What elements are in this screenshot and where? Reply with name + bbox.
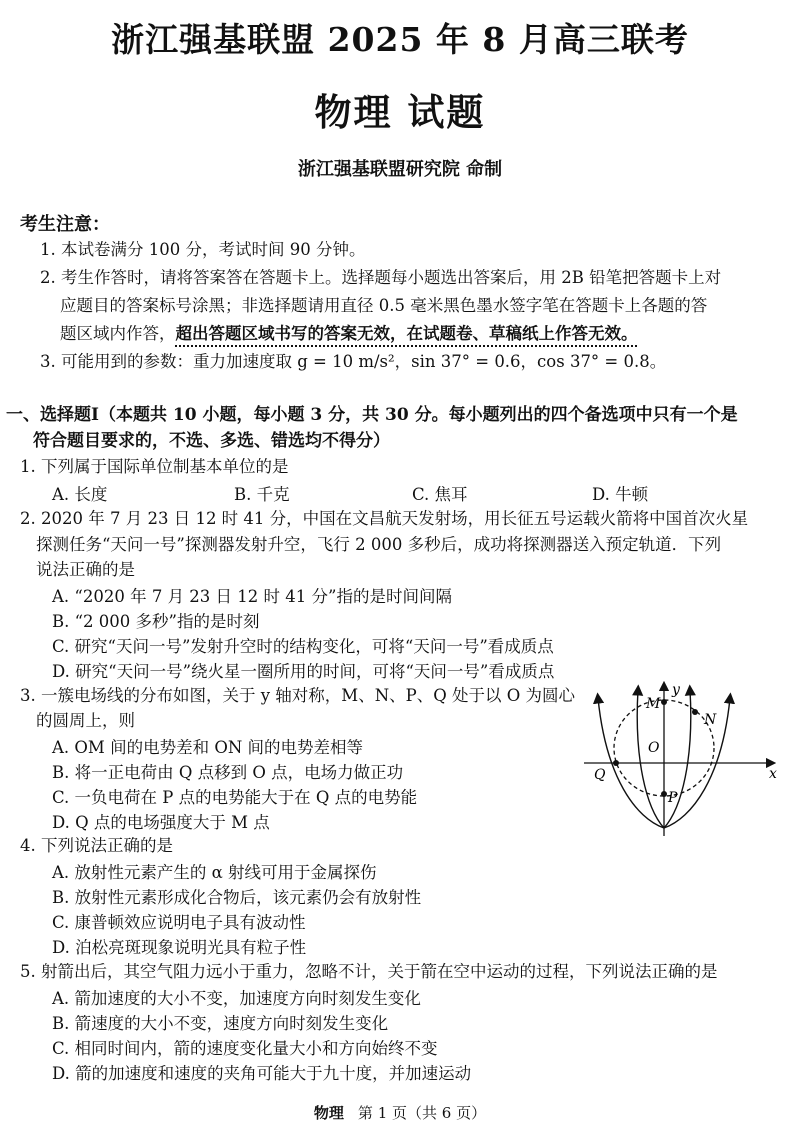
q1-option-d: D. 牛顿 (592, 485, 649, 504)
q2-stem-line-2: 探测任务“天问一号”探测器发射升空，飞行 2 000 多秒后，成功将探测器送入预定轨道．下列 (36, 535, 722, 554)
notice-heading: 考生注意： (20, 214, 110, 235)
q2-stem-line-3: 说法正确的是 (36, 560, 135, 579)
notice-item-2-line-2: 应题目的答案标号涂黑；非选择题请用直径 0.5 毫米黑色墨水签字笔在答题卡上各题的答 (60, 296, 708, 315)
field-line-3 (664, 690, 691, 828)
q3-option-c: C. 一负电荷在 P 点的电势能大于在 Q 点的电势能 (52, 788, 418, 807)
page-footer (0, 1102, 800, 1123)
point-n (692, 709, 698, 715)
q2-option-b: B. “2 000 多秒”指的是时刻 (52, 612, 260, 631)
footer-subject: 物理 (313, 1104, 344, 1122)
exam-author: 浙江强基联盟研究院 命制 (297, 159, 503, 180)
notice-item-2-line-1: 2. 考生作答时，请将答案答在答题卡上。选择题每小题选出答案后，用 2B 铅笔把答题卡上对 (40, 268, 722, 287)
q3-stem-line-1: 3. 一簇电场线的分布如图，关于 y 轴对称，M、N、P、Q 处于以 O 为圆心 (20, 686, 576, 705)
point-m (661, 699, 667, 705)
label-m: M (646, 696, 661, 712)
q4-option-a: A. 放射性元素产生的 α 射线可用于金属探伤 (52, 863, 377, 882)
q1-option-a: A. 长度 (52, 485, 108, 504)
q3-option-d: D. Q 点的电场强度大于 M 点 (52, 813, 270, 832)
notice-emphasis: 超出答题区域书写的答案无效，在试题卷、草稿纸上作答无效。 (175, 324, 638, 343)
label-x: x (769, 766, 777, 782)
label-q: Q (594, 767, 606, 783)
label-p: P (668, 790, 678, 806)
q2-option-a: A. “2020 年 7 月 23 日 12 时 41 分”指的是时间间隔 (52, 587, 452, 606)
notice-item-2-line-3 (60, 322, 638, 346)
q2-stem-line-1: 2. 2020 年 7 月 23 日 12 时 41 分，中国在文昌航天发射场，用长征五号运载火箭将中国首次火星 (20, 509, 749, 528)
notice-item-2-line-3-plain: 题区域内作答， (60, 324, 176, 343)
q2-option-d: D. 研究“天问一号”绕火星一圈所用的时间，可将“天问一号”看成质点 (52, 662, 555, 681)
q5-stem: 5. 射箭出后，其空气阻力远小于重力，忽略不计，关于箭在空中运动的过程，下列说法正确的是 (20, 962, 718, 981)
label-y: y (672, 682, 680, 698)
q4-option-c: C. 康普顿效应说明电子具有波动性 (52, 913, 306, 932)
section-1-heading-line-2: 符合题目要求的，不选、多选、错选均不得分） (33, 431, 390, 451)
q4-option-b: B. 放射性元素形成化合物后，该元素仍会有放射性 (52, 888, 422, 907)
label-o: O (648, 740, 660, 756)
q3-option-a: A. OM 间的电势差和 ON 间的电势差相等 (52, 738, 364, 757)
q2-option-c: C. 研究“天问一号”发射升空时的结构变化，可将“天问一号”看成质点 (52, 637, 554, 656)
q1-option-c: C. 焦耳 (412, 485, 468, 504)
notice-item-1: 1. 本试卷满分 100 分，考试时间 90 分钟。 (40, 240, 366, 259)
point-q (613, 760, 619, 766)
subject-title: 物理 试题 (314, 90, 486, 134)
q1-option-b: B. 千克 (234, 485, 290, 504)
q3-option-b: B. 将一正电荷由 Q 点移到 O 点，电场力做正功 (52, 763, 404, 782)
notice-item-3: 3. 可能用到的参数：重力加速度取 g = 10 m/s²，sin 37° = 0.6，cos 37° = 0.8。 (40, 352, 667, 371)
section-1-heading-line-1: 一、选择题Ⅰ（本题共 10 小题，每小题 3 分，共 30 分。每小题列出的四个备选项中只有一个是 (6, 405, 738, 425)
exam-title: 浙江强基联盟 2025 年 8 月高三联考 (111, 20, 689, 59)
q4-stem: 4. 下列说法正确的是 (20, 836, 173, 855)
q5-option-a: A. 箭加速度的大小不变，加速度方向时刻发生变化 (52, 989, 421, 1008)
q3-stem-line-2: 的圆周上，则 (36, 711, 135, 730)
q5-option-b: B. 箭速度的大小不变，速度方向时刻发生变化 (52, 1014, 389, 1033)
q4-option-d: D. 泊松亮斑现象说明光具有粒子性 (52, 938, 307, 957)
label-n: N (704, 712, 717, 728)
electric-field-figure (576, 678, 786, 850)
point-p (661, 791, 667, 797)
q1-stem: 1. 下列属于国际单位制基本单位的是 (20, 457, 289, 476)
footer-page-number: 第 1 页（共 6 页） (357, 1104, 487, 1122)
q5-option-d: D. 箭的加速度和速度的夹角可能大于九十度，并加速运动 (52, 1064, 472, 1083)
q5-option-c: C. 相同时间内，箭的速度变化量大小和方向始终不变 (52, 1039, 438, 1058)
